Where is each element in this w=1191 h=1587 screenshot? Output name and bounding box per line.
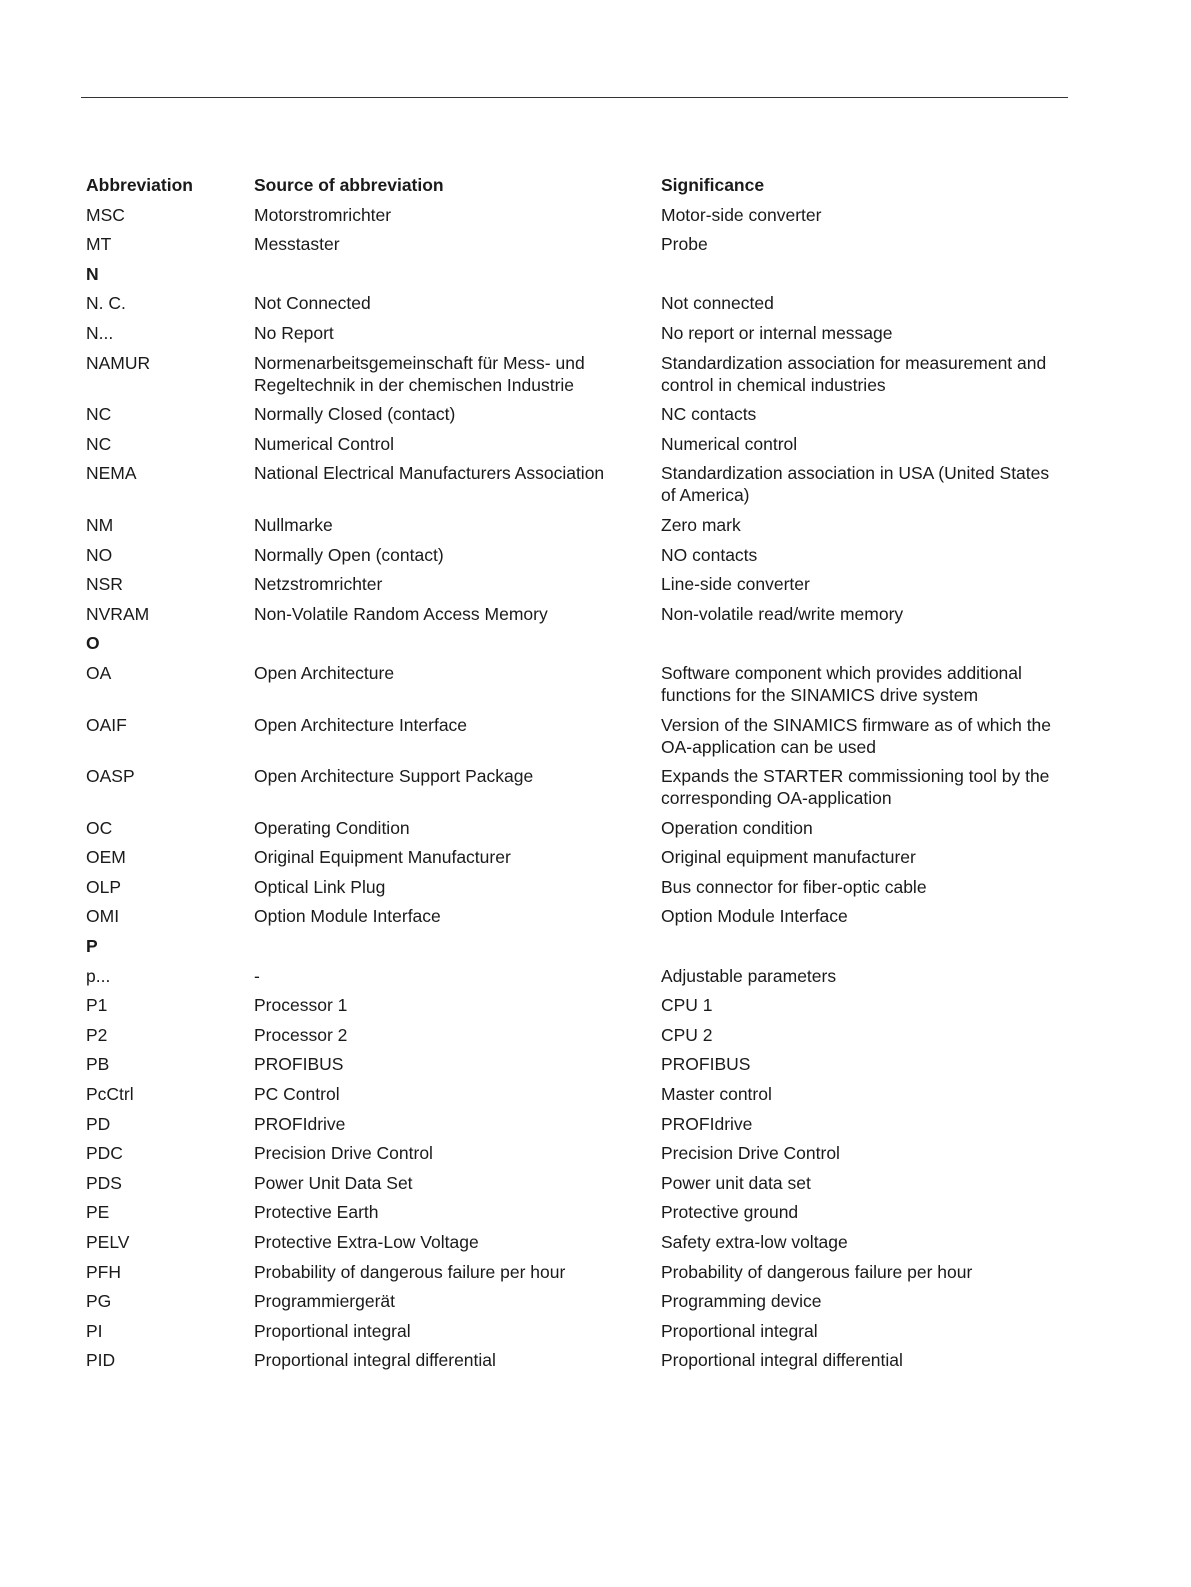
source-cell: Precision Drive Control (254, 1143, 433, 1164)
table-row (86, 348, 1076, 400)
significance-cell: Power unit data set (661, 1172, 811, 1193)
table-row (86, 1138, 1076, 1168)
source-cell: - (254, 965, 260, 986)
abbreviation-cell: OASP (86, 766, 135, 787)
significance-cell: PROFIBUS (661, 1054, 751, 1075)
source-cell: Probability of dangerous failure per hour (254, 1261, 566, 1282)
significance-cell: Not connected (661, 293, 774, 314)
significance-cell: Non-volatile read/write memory (661, 603, 904, 624)
source-cell: Normally Closed (contact) (254, 404, 456, 425)
top-divider (81, 97, 1068, 98)
abbreviation-cell: P1 (86, 995, 108, 1016)
table-row (86, 842, 1076, 872)
table-row (86, 1079, 1076, 1109)
source-cell: Proportional integral differential (254, 1350, 496, 1371)
source-cell: Not Connected (254, 293, 371, 314)
abbreviation-cell: PDC (86, 1143, 123, 1164)
abbreviation-cell: MSC (86, 204, 125, 225)
abbreviation-cell: OC (86, 817, 113, 838)
significance-cell: Standardization association in USA (United States of America) (661, 463, 1050, 506)
abbreviation-cell: P (86, 936, 98, 957)
source-cell: Processor 1 (254, 995, 348, 1016)
source-cell: Open Architecture Support Package (254, 766, 534, 787)
abbreviation-cell: NSR (86, 574, 123, 595)
abbreviation-cell: OEM (86, 847, 126, 868)
source-cell: National Electrical Manufacturers Association (254, 463, 605, 484)
table-row (86, 1257, 1076, 1287)
table-row (86, 872, 1076, 902)
table-header (86, 170, 1076, 200)
source-cell: Motorstromrichter (254, 204, 392, 225)
table-row (86, 710, 1076, 762)
table-row (86, 1197, 1076, 1227)
table-row (86, 961, 1076, 991)
source-cell: Power Unit Data Set (254, 1172, 413, 1193)
table-row (86, 429, 1076, 459)
source-cell: Option Module Interface (254, 906, 441, 927)
header-abbreviation: Abbreviation (86, 175, 193, 195)
source-cell: Programmiergerät (254, 1291, 396, 1312)
source-cell: Open Architecture Interface (254, 714, 468, 735)
header-source: Source of abbreviation (254, 175, 444, 195)
abbreviation-cell: NM (86, 514, 114, 535)
significance-cell: NC contacts (661, 404, 757, 425)
significance-cell: Software component which provides additional functions for the SINAMICS drive system (661, 662, 1022, 705)
table-row (86, 458, 1076, 510)
table-row (86, 599, 1076, 629)
source-cell: Processor 2 (254, 1024, 348, 1045)
source-cell: Normenarbeitsgemeinschaft für Mess- und Regeltechnik in der chemischen Industrie (254, 352, 585, 395)
significance-cell: Proportional integral (661, 1320, 818, 1341)
abbreviation-cell: PELV (86, 1232, 130, 1252)
significance-cell: Programming device (661, 1291, 822, 1312)
table-row (86, 288, 1076, 318)
abbreviation-cell: PE (86, 1202, 110, 1223)
table-row (86, 1020, 1076, 1050)
abbreviation-cell: PcCtrl (86, 1084, 134, 1105)
table-row (86, 229, 1076, 259)
source-cell: No Report (254, 322, 334, 343)
significance-cell: Probability of dangerous failure per hour (661, 1261, 973, 1282)
table-row (86, 901, 1076, 931)
source-cell: Optical Link Plug (254, 876, 386, 897)
abbreviation-table (86, 170, 1076, 1375)
table-row (86, 540, 1076, 570)
table-row (86, 813, 1076, 843)
abbreviation-cell: NVRAM (86, 603, 150, 624)
abbreviation-cell: PI (86, 1320, 103, 1341)
significance-cell: Version of the SINAMICS firmware as of which the OA-application can be used (661, 714, 1052, 757)
abbreviation-cell: PID (86, 1350, 116, 1371)
abbreviation-cell: OA (86, 662, 112, 683)
significance-cell: Numerical control (661, 433, 798, 454)
significance-cell: Adjustable parameters (661, 965, 837, 986)
table-row (86, 510, 1076, 540)
significance-cell: Bus connector for fiber-optic cable (661, 876, 927, 897)
source-cell: Nullmarke (254, 514, 333, 535)
significance-cell: Master control (661, 1084, 772, 1105)
abbreviation-cell: NEMA (86, 463, 137, 484)
significance-cell: Operation condition (661, 817, 813, 838)
abbreviation-cell: N (86, 263, 99, 284)
table-row (86, 569, 1076, 599)
significance-cell: Expands the STARTER commissioning tool by the corresponding OA-application (661, 766, 1050, 809)
source-cell: Normally Open (contact) (254, 544, 444, 565)
table-row (86, 1345, 1076, 1375)
source-cell: Protective Extra-Low Voltage (254, 1232, 479, 1252)
source-cell: Non-Volatile Random Access Memory (254, 603, 548, 624)
table-row (86, 1109, 1076, 1139)
abbreviation-cell: PG (86, 1291, 112, 1312)
source-cell: Protective Earth (254, 1202, 379, 1223)
section-letter-row (86, 259, 1076, 289)
source-cell: Proportional integral (254, 1320, 411, 1341)
abbreviation-cell: PB (86, 1054, 110, 1075)
abbreviation-cell: NC (86, 404, 112, 425)
section-letter-row (86, 931, 1076, 961)
table-row (86, 1316, 1076, 1346)
abbreviation-cell: N. C. (86, 293, 126, 314)
significance-cell: Original equipment manufacturer (661, 847, 916, 868)
abbreviation-cell: N... (86, 322, 114, 343)
abbreviation-cell: P2 (86, 1024, 108, 1045)
abbreviation-cell: NO (86, 544, 113, 565)
abbreviation-cell: NC (86, 433, 112, 454)
significance-cell: Standardization association for measurement and control in chemical industries (661, 352, 1047, 395)
significance-cell: Precision Drive Control (661, 1143, 840, 1164)
table-row (86, 318, 1076, 348)
significance-cell: PROFIdrive (661, 1113, 753, 1134)
source-cell: PROFIdrive (254, 1113, 346, 1134)
source-cell: Numerical Control (254, 433, 395, 454)
table-row (86, 1049, 1076, 1079)
significance-cell: Option Module Interface (661, 906, 848, 927)
abbreviation-cell: PD (86, 1113, 111, 1134)
significance-cell: Zero mark (661, 514, 741, 535)
significance-cell: CPU 1 (661, 995, 713, 1016)
significance-cell: Protective ground (661, 1202, 799, 1223)
table-row (86, 658, 1076, 710)
abbreviation-cell: MT (86, 234, 112, 255)
table-body (86, 200, 1076, 1375)
significance-cell: Safety extra-low voltage (661, 1232, 848, 1252)
table-row (86, 399, 1076, 429)
abbreviation-cell: OMI (86, 906, 120, 927)
significance-cell: Probe (661, 234, 708, 255)
source-cell: PROFIBUS (254, 1054, 344, 1075)
table-row (86, 990, 1076, 1020)
table-row (86, 1286, 1076, 1316)
abbreviation-cell: NAMUR (86, 352, 151, 373)
table-row (86, 1227, 1076, 1257)
significance-cell: NO contacts (661, 544, 758, 565)
abbreviation-cell: O (86, 633, 100, 654)
significance-cell: No report or internal message (661, 322, 893, 343)
table-row (86, 761, 1076, 813)
abbreviation-cell: PFH (86, 1261, 121, 1282)
source-cell: Operating Condition (254, 817, 410, 838)
source-cell: Netzstromrichter (254, 574, 383, 595)
section-letter-row (86, 628, 1076, 658)
abbreviation-cell: OAIF (86, 714, 127, 735)
source-cell: Original Equipment Manufacturer (254, 847, 511, 868)
header-significance: Significance (661, 175, 765, 195)
table-row (86, 200, 1076, 230)
significance-cell: Proportional integral differential (661, 1350, 903, 1371)
source-cell: Open Architecture (254, 662, 395, 683)
abbreviation-cell: PDS (86, 1172, 122, 1193)
table-row (86, 1168, 1076, 1198)
source-cell: PC Control (254, 1084, 340, 1105)
abbreviation-cell: OLP (86, 876, 122, 897)
abbreviation-cell: p... (86, 965, 111, 986)
significance-cell: Motor-side converter (661, 204, 822, 225)
source-cell: Messtaster (254, 234, 340, 255)
significance-cell: Line-side converter (661, 574, 810, 595)
significance-cell: CPU 2 (661, 1024, 713, 1045)
